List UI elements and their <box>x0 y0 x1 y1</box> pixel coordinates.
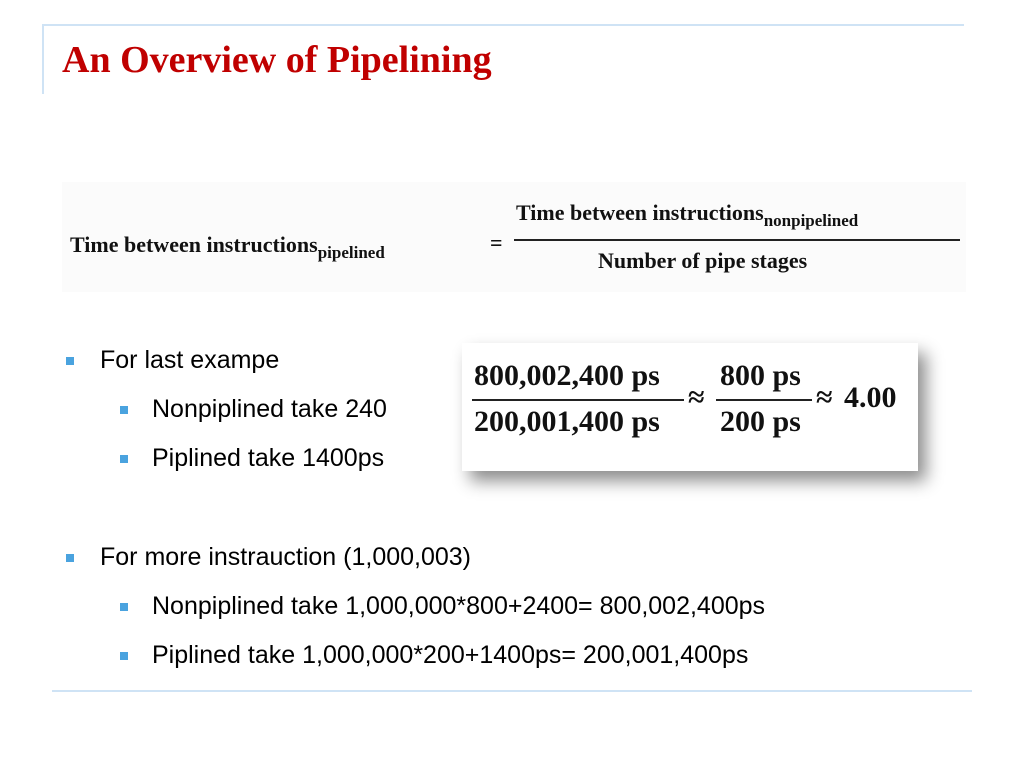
bullet-item: For more instrauction (1,000,003) <box>100 543 472 571</box>
calc-result: 4.00 <box>844 381 897 414</box>
equation-numerator <box>516 200 858 231</box>
sub-bullet-marker <box>120 652 128 660</box>
equation-numerator-main: Time between instructions <box>516 200 764 225</box>
equation-lhs <box>70 232 385 263</box>
bullet-marker <box>66 357 74 365</box>
calc-numerator-1: 800,002,400 ps <box>474 359 660 392</box>
title-frame-top-line <box>42 24 964 26</box>
calc-approx-sign-2: ≈ <box>816 381 833 414</box>
equation-denominator: Number of pipe stages <box>598 248 808 273</box>
equation-fraction-bar <box>514 239 960 241</box>
calc-numerator-2: 800 ps <box>720 359 801 392</box>
speedup-calculation-image <box>462 343 918 471</box>
calc-fraction-bar-2 <box>716 399 812 401</box>
sub-bullet-marker <box>120 603 128 611</box>
equation-numerator-subscript: nonpipelined <box>763 211 859 230</box>
calc-approx-sign-1: ≈ <box>688 381 705 414</box>
calc-denominator-1: 200,001,400 ps <box>474 405 660 438</box>
calc-fraction-bar-1 <box>472 399 684 401</box>
sub-bullet-marker <box>120 406 128 414</box>
sub-bullet-item: Piplined take 1400ps <box>152 444 385 472</box>
equation-equals-sign: = <box>490 230 503 255</box>
sub-bullet-item: Nonpiplined take 1,000,000*800+2400= 800,002,400ps <box>152 592 766 620</box>
footer-line <box>52 690 972 692</box>
equation-lhs-subscript: pipelined <box>317 243 385 262</box>
bullet-marker <box>66 554 74 562</box>
bullet-item: For last exampe <box>100 346 280 374</box>
sub-bullet-item: Nonpiplined take 240 <box>152 395 387 423</box>
calc-denominator-2: 200 ps <box>720 405 801 438</box>
slide-title: An Overview of Pipelining <box>62 39 492 81</box>
equation-lhs-main: Time between instructions <box>70 232 318 257</box>
title-frame-left-line <box>42 24 44 94</box>
sub-bullet-marker <box>120 455 128 463</box>
pipeline-equation-image <box>62 182 966 292</box>
sub-bullet-item: Piplined take 1,000,000*200+1400ps= 200,001,400ps <box>152 641 749 669</box>
